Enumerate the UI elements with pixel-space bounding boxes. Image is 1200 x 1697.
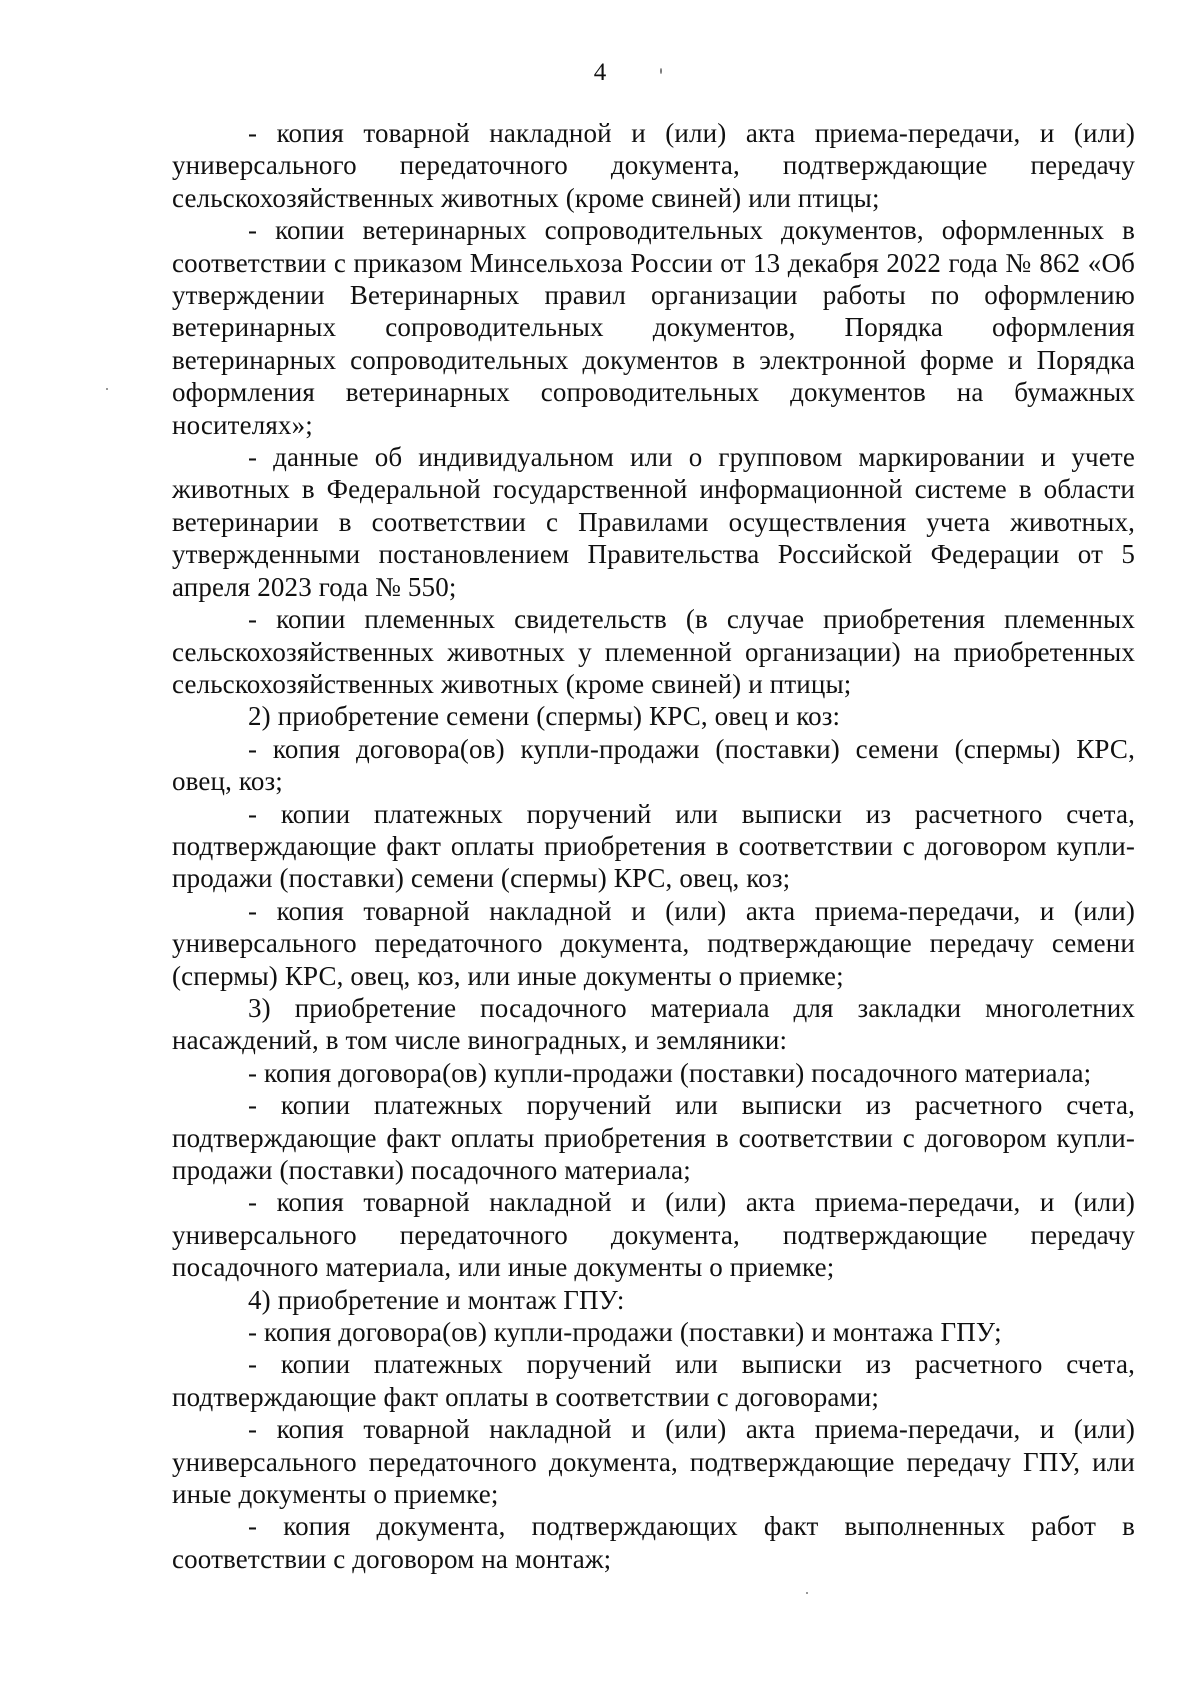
scan-speck [660,68,662,74]
paragraph-item-2-heading: 2) приобретение семени (спермы) КРС, овец и коз: [248,701,841,732]
paragraph-gpu-contract: - копия договора(ов) купли-продажи (поставки) и монтажа ГПУ; [248,1317,1002,1348]
paragraph-gpu-works: - копия документа, подтверждающих факт выполненных работ в соответствии с договором на монтаж; [172,1511,1135,1574]
paragraph-item-4-heading: 4) приобретение и монтаж ГПУ: [248,1284,625,1315]
scan-speck [106,388,108,390]
paragraph-breeding-certificates: - копии племенных свидетельств (в случае приобретения племенных сельскохозяйственных животных у племенной организации) на приобретенных сельскохозяйственных животных (кроме свиней) и птицы; [172,604,1135,699]
document-body [172,117,1135,1575]
paragraph-semen-payment: - копии платежных поручений или выписки из расчетного счета, подтверждающие факт оплаты приобретения в соответствии с договором купли-продажи (поставки) семени (спермы) КРС, овец, коз; [172,798,1135,894]
scan-speck [806,1592,808,1594]
paragraph-gpu-invoice: - копия товарной накладной и (или) акта приема-передачи, и (или) универсального передаточного документа, подтверждающие передачу ГПУ, или иные документы о приемке; [172,1414,1135,1510]
paragraph-planting-payment: - копии платежных поручений или выписки из расчетного счета, подтверждающие факт оплаты приобретения в соответствии с договором купли-продажи (поставки) посадочного материала; [172,1090,1135,1185]
paragraph-semen-invoice: - копия товарной накладной и (или) акта приема-передачи, и (или) универсального передаточного документа, подтверждающие передачу семени (спермы) КРС, овец, коз, или иные документы о приемке; [172,895,1135,991]
paragraph-planting-contract: - копия договора(ов) купли-продажи (поставки) посадочного материала; [248,1057,1092,1088]
paragraph-planting-invoice: - копия товарной накладной и (или) акта приема-передачи, и (или) универсального передаточного документа, подтверждающие передачу посадочного материала, или иные документы о приемке; [172,1187,1135,1283]
paragraph-semen-contract: - копия договора(ов) купли-продажи (поставки) семени (спермы) КРС, овец, коз; [172,733,1135,797]
paragraph-invoice-animals: - копия товарной накладной и (или) акта приема-передачи, и (или) универсального передаточного документа, подтверждающие передачу сельскохозяйственных животных (кроме свиней) или птицы; [172,118,1135,213]
page-number: 4 [593,59,607,86]
paragraph-animal-marking: - данные об индивидуальном или о групповом маркировании и учете животных в Федеральной государственной информационной системе в области ветеринарии в соответствии с Правилами осуществления учета животных, утвержденными постановлением Правительства Российской Федерации от 5 апреля 2023 года № 550; [172,442,1135,602]
paragraph-gpu-payment: - копии платежных поручений или выписки из расчетного счета, подтверждающие факт оплаты в соответствии с договорами; [172,1349,1135,1412]
paragraph-item-3-heading: 3) приобретение посадочного материала для закладки многолетних насаждений, в том числе виноградных, и земляники: [172,992,1135,1056]
paragraph-vet-documents: - копии ветеринарных сопроводительных документов, оформленных в соответствии с приказом Минсельхоза России от 13 декабря 2022 года № 862 «Об утверждении Ветеринарных правил организации работы по оформлению ветеринарных сопроводительных документов, Порядка оформления ветеринарных сопроводительных документов в электронной форме и Порядка оформления ветеринарных сопроводительных документов на бумажных носителях»; [172,215,1135,440]
